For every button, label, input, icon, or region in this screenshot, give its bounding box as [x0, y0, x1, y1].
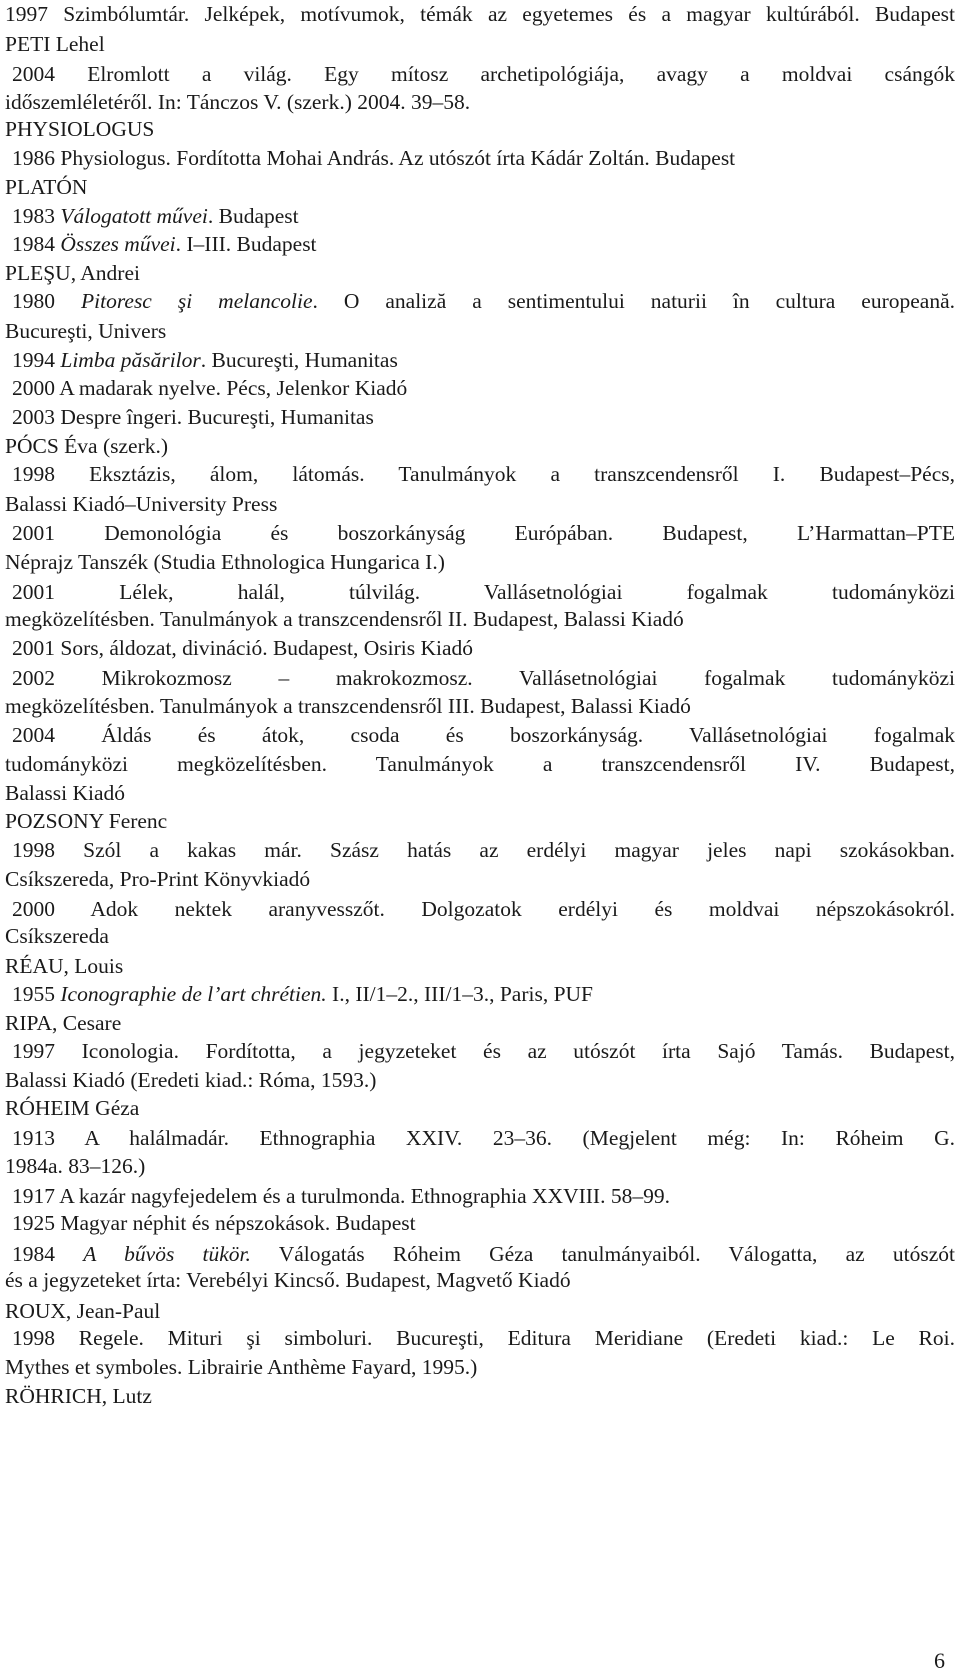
text-segment: 1983: [12, 204, 61, 228]
text-line: [12, 1240, 955, 1268]
text-line: [5, 1094, 955, 1122]
text-segment: 1997 Szimbólumtár. Jelképek, motívumok, témák az egyetemes és a magyar kultúrából. Budapest: [5, 2, 955, 26]
text-line: [12, 980, 955, 1008]
italic-title: Összes művei: [60, 232, 176, 256]
text-segment: . I–III. Budapest: [175, 232, 317, 256]
text-line: [5, 865, 955, 893]
text-segment: 1980: [12, 289, 81, 313]
text-segment: Bucureşti, Univers: [5, 319, 167, 343]
text-segment: 1925 Magyar néphit és népszokások. Budapest: [12, 1211, 416, 1235]
text-line: [5, 1382, 955, 1410]
text-segment: 2001 Lélek, halál, túlvilág. Vallásetnológiai fogalmak tudományközi: [12, 580, 955, 604]
text-line: [12, 578, 955, 606]
italic-title: Iconographie de l’art chrétien.: [60, 982, 327, 1006]
text-line: [5, 1152, 955, 1180]
text-line: [5, 317, 955, 345]
text-line: [12, 202, 955, 230]
text-segment: PLATÓN: [5, 175, 88, 199]
text-segment: Balassi Kiadó–University Press: [5, 492, 278, 516]
text-line: [12, 346, 955, 374]
text-line: [5, 0, 955, 28]
text-segment: Válogatás Róheim Géza tanulmányaiból. Válogatta, az utószót: [250, 1242, 955, 1266]
text-segment: RÉAU, Louis: [5, 954, 124, 978]
text-segment: és a jegyzeteket írta: Verebélyi Kincső. Budapest, Magvető Kiadó: [5, 1268, 571, 1292]
text-segment: 1955: [12, 982, 61, 1006]
text-line: [5, 432, 955, 460]
text-segment: megközelítésben. Tanulmányok a transzcendensről III. Budapest, Balassi Kiadó: [5, 694, 691, 718]
text-segment: ROUX, Jean-Paul: [5, 1299, 161, 1323]
text-segment: 1986 Physiologus. Fordította Mohai András. Az utószót írta Kádár Zoltán. Budapest: [12, 146, 736, 170]
text-line: [12, 403, 955, 431]
text-segment: . Bucureşti, Humanitas: [200, 348, 398, 372]
text-segment: PHYSIOLOGUS: [5, 117, 155, 141]
text-line: [12, 1037, 955, 1065]
page-number: 6: [934, 1648, 945, 1673]
text-line: [5, 807, 955, 835]
text-segment: 1984a. 83–126.): [5, 1154, 146, 1178]
text-segment: POZSONY Ferenc: [5, 809, 168, 833]
text-segment: 2004 Áldás és átok, csoda és boszorkányság. Vallásetnológiai fogalmak: [12, 723, 955, 747]
text-line: [12, 1324, 955, 1352]
text-line: [12, 634, 955, 662]
text-segment: Mythes et symboles. Librairie Anthème Fayard, 1995.): [5, 1355, 478, 1379]
text-segment: PLEŞU, Andrei: [5, 261, 140, 285]
text-line: [5, 1009, 955, 1037]
text-segment: 1984: [12, 1242, 84, 1266]
text-segment: 1998 Eksztázis, álom, látomás. Tanulmányok a transzcendensről I. Budapest–Pécs,: [12, 462, 955, 486]
text-segment: PETI Lehel: [5, 32, 105, 56]
text-segment: tudományközi megközelítésben. Tanulmányok a transzcendensről IV. Budapest,: [5, 752, 955, 776]
text-segment: 1994: [12, 348, 61, 372]
text-line: [12, 144, 955, 172]
text-line: [5, 605, 955, 633]
text-line: [5, 115, 955, 143]
text-segment: RIPA, Cesare: [5, 1011, 122, 1035]
text-line: [5, 1353, 955, 1381]
text-line: [5, 548, 955, 576]
text-segment: 2002 Mikrokozmosz – makrokozmosz. Vallásetnológiai fogalmak tudományközi: [12, 666, 955, 690]
text-segment: 2004 Elromlott a világ. Egy mítosz archetipológiája, avagy a moldvai csángók: [12, 62, 955, 86]
text-segment: 1913 A halálmadár. Ethnographia XXIV. 23–36. (Megjelent még: In: Róheim G.: [12, 1126, 955, 1150]
text-line: [12, 519, 955, 547]
text-segment: Balassi Kiadó (Eredeti kiad.: Róma, 1593.): [5, 1068, 377, 1092]
italic-title: Limba păsărilor: [60, 348, 201, 372]
text-line: [5, 259, 955, 287]
text-line: [5, 1297, 955, 1325]
text-segment: 1998 Regele. Mituri şi simboluri. Bucureşti, Editura Meridiane (Eredeti kiad.: Le Roi.: [12, 1326, 955, 1350]
text-line: [12, 374, 955, 402]
text-segment: Csíkszereda: [5, 924, 109, 948]
text-line: [5, 1066, 955, 1094]
text-segment: 2000 A madarak nyelve. Pécs, Jelenkor Kiadó: [12, 376, 408, 400]
text-line: [12, 664, 955, 692]
text-line: [5, 750, 955, 778]
text-line: [12, 895, 955, 923]
text-line: [12, 60, 955, 88]
text-line: [5, 1266, 955, 1294]
text-segment: Néprajz Tanszék (Studia Ethnologica Hungarica I.): [5, 550, 445, 574]
italic-title: Válogatott művei: [60, 204, 208, 228]
text-segment: Csíkszereda, Pro-Print Könyvkiadó: [5, 867, 311, 891]
text-line: [12, 1124, 955, 1152]
text-segment: PÓCS Éva (szerk.): [5, 434, 169, 458]
text-segment: 2001 Demonológia és boszorkányság Európában. Budapest, L’Harmattan–PTE: [12, 521, 955, 545]
text-segment: időszemléletéről. In: Tánczos V. (szerk.) 2004. 39–58.: [5, 90, 471, 114]
italic-title: A bűvös tükör.: [83, 1242, 251, 1266]
text-line: [5, 30, 955, 58]
text-segment: . Budapest: [207, 204, 299, 228]
text-line: [12, 836, 955, 864]
text-line: [5, 173, 955, 201]
text-segment: 2003 Despre îngeri. Bucureşti, Humanitas: [12, 405, 374, 429]
text-line: [5, 88, 955, 116]
text-line: [12, 1209, 955, 1237]
text-line: [5, 490, 955, 518]
text-segment: I., II/1–2., III/1–3., Paris, PUF: [326, 982, 594, 1006]
text-segment: RÖHRICH, Lutz: [5, 1384, 152, 1408]
text-segment: 1997 Iconologia. Fordította, a jegyzeteket és az utószót írta Sajó Tamás. Budapest,: [12, 1039, 955, 1063]
text-segment: Balassi Kiadó: [5, 781, 126, 805]
text-line: [5, 692, 955, 720]
text-segment: 1998 Szól a kakas már. Szász hatás az erdélyi magyar jeles napi szokásokban.: [12, 838, 955, 862]
text-line: [5, 952, 955, 980]
text-segment: 1917 A kazár nagyfejedelem és a turulmonda. Ethnographia XXVIII. 58–99.: [12, 1184, 670, 1208]
text-line: [12, 287, 955, 315]
text-segment: RÓHEIM Géza: [5, 1096, 140, 1120]
text-line: [12, 721, 955, 749]
text-segment: 2001 Sors, áldozat, divináció. Budapest, Osiris Kiadó: [12, 636, 473, 660]
italic-title: Pitoresc şi melancolie: [81, 289, 313, 313]
text-line: [5, 922, 955, 950]
text-line: [12, 460, 955, 488]
text-segment: 1984: [12, 232, 61, 256]
text-line: [12, 1182, 955, 1210]
text-line: [12, 230, 955, 258]
text-segment: megközelítésben. Tanulmányok a transzcendensről II. Budapest, Balassi Kiadó: [5, 607, 684, 631]
text-segment: . O analiză a sentimentului naturii în cultura europeană.: [312, 289, 955, 313]
text-line: [5, 779, 955, 807]
text-segment: 2000 Adok nektek aranyvesszőt. Dolgozatok erdélyi és moldvai népszokásokról.: [12, 897, 955, 921]
